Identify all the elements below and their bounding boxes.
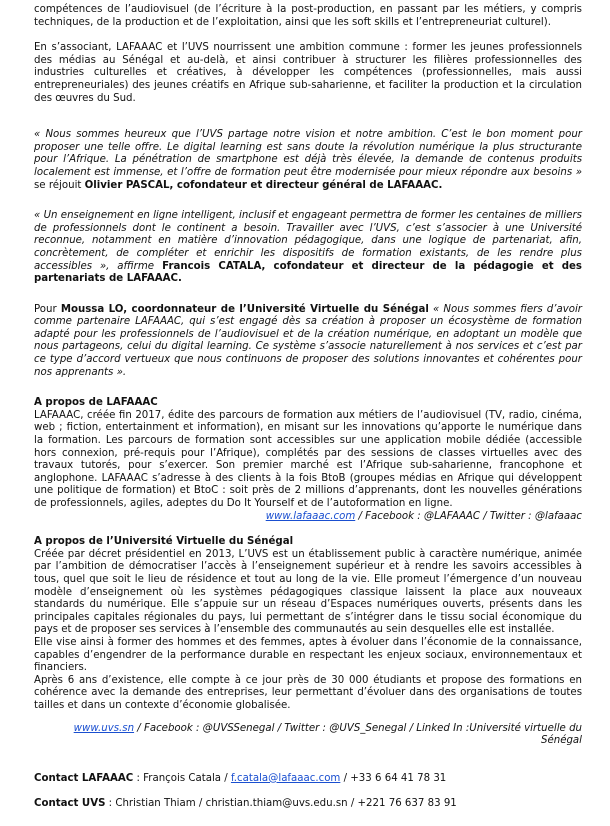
about-lafaaac-body: LAFAAAC, créée fin 2017, édite des parcours de formation aux métiers de l’audiovisuel (TV, radio, cinéma, web ; fiction, entertainment et information), en misant sur les innovations qu’apporte le numérique dans la formation. Les parcours de formation sont accessibles sur une application mobile dédiée (accessible hors connexion, pré-requis pour l’Afrique), complétés par des sessions de classes virtuelles avec des travaux tutorés, pour s’exercer. Son premier marché est l’Afrique sub-saharienne, francophone et anglophone. LAFAAAC s’adresse à des clients à la fois BtoB (groupes médias en Afrique qui développent une politique de formation) et BtoC : soit près de 2 millions d’apprenants, dont les nouvelles générations de professionnels, agiles, adeptes du Do It Yourself et de l’autoformation en ligne. — [34, 409, 582, 509]
about-uvs-title: A propos de l’Université Virtuelle du Sénégal — [34, 536, 294, 548]
contact-uvs — [34, 797, 582, 810]
about-uvs-body-1: Créée par décret présidentiel en 2013, L’UVS est un établissement public à caractère numérique, animée par l’ambition de démocratiser l’accès à l’enseignement supérieur et à rendre les savoirs accessibles à tous, quel que soit le lieu de résidence et tout au long de la vie. Elle promeut l’émergence d’un nouveau modèle d’enseignement où les systèmes pédagogiques classique laissent la place aux nouveaux standards du numérique. Elle s’appuie sur un réseau d’Espaces numériques ouverts, présents dans les principales capitales régionales du pays, lui permettant de s’intégrer dans le tissu social économique du pays et de proposer ses services à l’ensemble des communautés au sein desquelles elle est installée. — [34, 548, 582, 636]
lafaaac-social-handles: / Facebook : @LAFAAAC / Twitter : @lafaaac — [355, 510, 582, 522]
quote-text: « Nous sommes fiers d’avoir comme partenaire LAFAAAC, qui s’est engagé dès sa création à proposer un écosystème de formation adapté pour les professionnels de l’audiovisuel et de la création numérique, en adoptant un modèle que nous partageons, celui du digital learning. Ce système s’associe naturellement à nos services et c’est par ce type d’accord vertueux que nous continuons de proposer des solutions innovantes et cohérentes pour nos apprenants ». — [34, 303, 582, 378]
lafaaac-website-link[interactable]: www.lafaaac.com — [265, 510, 356, 522]
about-uvs-body-2: Elle vise ainsi à former des hommes et des femmes, aptes à évoluer dans l’économie de la connaissance, capables d’engendrer de la performance durable en respectant les enjeux sociaux, environnementaux et financiers. — [34, 636, 582, 674]
contact-uvs-label: Contact UVS — [34, 797, 106, 809]
quote-pour: Pour — [34, 303, 61, 315]
quote-olivier-pascal — [34, 129, 582, 192]
contact-lafaaac-email-link[interactable]: f.catala@lafaaac.com — [230, 772, 341, 784]
about-uvs-body-3: Après 6 ans d’existence, elle compte à ce jour près de 30 000 étudiants et propose des formations en cohérence avec la demande des entreprises, leur permettant d’évoluer dans des organisations de toutes tailles et dans un contexte d’économie globalisée. — [34, 674, 582, 711]
press-release-page — [34, 4, 582, 810]
quote-verb: se réjouit — [34, 179, 85, 191]
quote-francois-catala — [34, 210, 582, 286]
quote-author: Olivier PASCAL, cofondateur et directeur général de LAFAAAC. — [84, 179, 443, 191]
contact-lafaaac-name: : François Catala / — [133, 772, 231, 784]
quote-author: Moussa LO, coordonnateur de l’Université Virtuelle du Sénégal — [60, 303, 429, 315]
about-lafaaac-links — [34, 511, 582, 524]
about-uvs-links — [34, 723, 582, 748]
uvs-social-handles: / Facebook : @UVSSenegal / Twitter : @UVS_Senegal / Linked In :Université virtuelle du Sénégal — [134, 722, 582, 747]
quote-author: Francois CATALA, cofondateur et directeur de la pédagogie et des partenariats de LAFAAAC. — [34, 260, 582, 285]
quote-text: « Un enseignement en ligne intelligent, inclusif et engageant permettra de former les centaines de milliers de professionnels dont le continent a besoin. Travailler avec l’UVS, c’est s’associer à une Université reconnue, notamment en matière d’innovation pédagogique, dans une logique de partenariat, afin, concrètement, de compléter et enrichir les dispositifs de formation existants, de les rendre plus accessibles », affirme — [34, 210, 582, 272]
contact-lafaaac-phone: / +33 6 64 41 78 31 — [340, 772, 447, 784]
quote-moussa-lo — [34, 304, 582, 380]
quote-text: « Nous sommes heureux que l’UVS partage notre vision et notre ambition. C’est le bon moment pour proposer une telle offre. Le digital learning est sans doute la révolution numérique la plus structurante pour l’Afrique. La pénétration de smartphone est déjà très élevée, la demande de contenus produits localement est immense, et l’offre de formation peut être modernisée pour mieux répondre aux besoins » — [34, 129, 582, 178]
intro-paragraph-1: compétences de l’audiovisuel (de l’écriture à la post-production, en passant par les métiers, y compris techniques, de la production et de l’exploitation, ainsi que les soft skills et l’entrepreneuriat culturel). — [34, 4, 582, 28]
uvs-website-link[interactable]: www.uvs.sn — [73, 722, 135, 734]
contact-lafaaac-label: Contact LAFAAAC — [34, 772, 134, 784]
contact-lafaaac — [34, 772, 582, 785]
about-lafaaac-title: A propos de LAFAAAC — [34, 397, 158, 409]
contact-uvs-details: : Christian Thiam / christian.thiam@uvs.edu.sn / +221 76 637 83 91 — [105, 797, 457, 809]
intro-paragraph-2: En s’associant, LAFAAAC et l’UVS nourrissent une ambition commune : former les jeunes professionnels des médias au Sénégal et au-delà, et ainsi contribuer à structurer les filières professionnelles des industries culturelles et créatives, à développer les compétences (professionnelles, mais aussi entrepreneuriales) des jeunes créatifs en Afrique sub-saharienne, et faciliter la production et la circulation des œuvres du Sud. — [34, 42, 582, 104]
